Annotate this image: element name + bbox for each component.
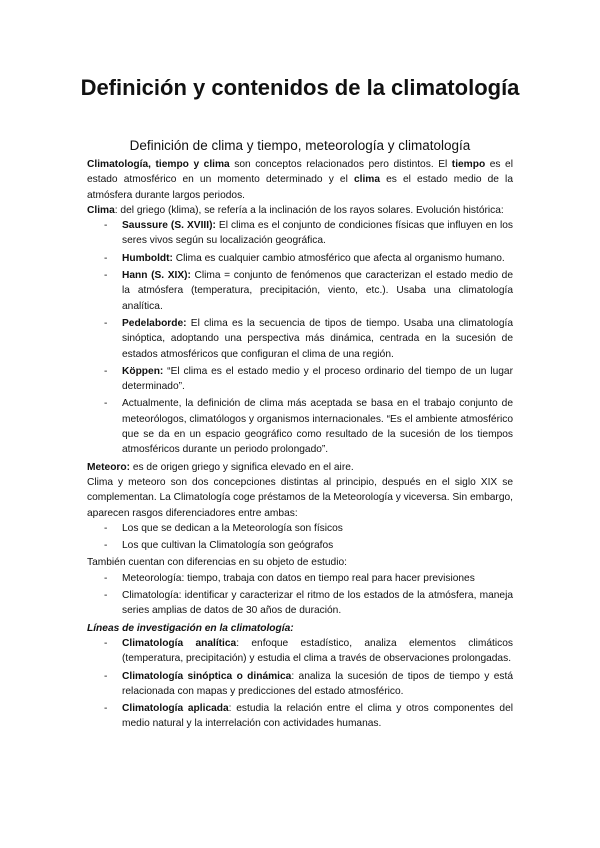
history-list (87, 218, 513, 457)
clima-term: Clima (87, 204, 115, 216)
research-lines-heading: Líneas de investigación en la climatología: (87, 622, 294, 634)
intro-text-1: son conceptos relacionados pero distintos. El (229, 159, 452, 170)
intro-text-3: es el estado medio de la atmósfera durante largos periodos. (87, 174, 513, 201)
list-item: - Los que cultivan la Climatología son geógrafos (87, 538, 513, 553)
list-item (87, 251, 513, 266)
section-subtitle: Definición de clima y tiempo, meteorología y climatología (129, 138, 471, 153)
line-text: : enfoque estadístico, analiza elementos climáticos (temperatura, precipitación) y estudia el clima a través de observaciones prolongadas. (122, 637, 513, 665)
history-text: Clima es cualquier cambio atmosférico que afecta al organismo humano. (172, 252, 505, 264)
differentiators-list (87, 521, 513, 554)
line-text: : analiza la sucesión de tipos de tiempo y está relacionada con mapas y predicciones del estado atmosférico. (122, 670, 513, 697)
history-text: Actualmente, la definición de clima más aceptada se basa en el trabajo conjunto de meteorólogos, climatólogos y organismos internacionales. “Es el ambiente atmosférico que se da en un espacio geográfico como resultado de la sucesión de los tiempos atmosféricos durante un periodo prolongado”. (122, 398, 513, 456)
clima-definition (87, 203, 513, 218)
list-item: - Los que se dedican a la Meteorología son físicos (87, 521, 513, 536)
object-intro: También cuentan con diferencias en su objeto de estudio: (87, 557, 347, 569)
history-term: Hann (S. XIX): (122, 270, 191, 282)
line-term: Climatología analítica (122, 637, 237, 649)
line-term: Climatología aplicada (122, 703, 229, 715)
list-item (87, 364, 513, 395)
page-title: Definición y contenidos de la climatología (80, 75, 520, 100)
research-lines-list (87, 636, 513, 732)
list-item (87, 218, 513, 249)
line-text: : estudia la relación entre el clima y otros componentes del medio natural y la interrelación con actividades humanas. (122, 703, 514, 730)
history-term: Humboldt: (122, 252, 173, 264)
meteoro-text: es de origen griego y significa elevado en el aire. (130, 461, 354, 473)
history-text: El clima es el conjunto de condiciones físicas que influyen en los seres vivos según su localización geográfica. (122, 220, 513, 247)
document-body (87, 157, 513, 734)
history-text: El clima es la secuencia de tipos de tiempo. Usaba una climatología sinóptica, adoptando una perspectiva más dinámica, centrada en la sucesión de estados atmosféricos que configuran el clima de una región. (122, 317, 513, 360)
intro-bold-2: tiempo (451, 159, 486, 170)
line-term: Climatología sinóptica o dinámica (122, 670, 292, 682)
meteoro-definition (87, 460, 513, 475)
object-list (87, 571, 513, 619)
list-item (87, 669, 513, 700)
intro-text-2: es el estado atmosférico en un momento determinado y el (87, 159, 513, 186)
intro-bold-3: clima (353, 174, 381, 186)
list-item (87, 316, 513, 362)
meteoro-term: Meteoro: (87, 461, 131, 473)
intro-paragraph (87, 157, 513, 203)
history-term: Pedelaborde: (122, 317, 187, 329)
list-item: - Climatología: identificar y caracterizar el ritmo de los estados de la atmósfera, maneja series amplias de datos de 30 años de duración. (87, 588, 513, 619)
history-text: Clima = conjunto de fenómenos que caracterizan el estado medio de la atmósfera (temperatura, precipitación, viento, etc.). Usaba una climatología analítica. (122, 270, 513, 312)
intro-bold-1: Climatología, tiempo y clima (87, 159, 230, 170)
list-item (87, 268, 513, 314)
list-item (87, 396, 513, 457)
history-term: Saussure (S. XVIII): (122, 220, 216, 232)
relation-paragraph: Clima y meteoro son dos concepciones distintas al principio, después en el siglo XIX se complementan. La Climatología coge préstamos de la Meteorología y viceversa. Sin embargo, aparecen rasgos diferenciadores entre ambas: (87, 476, 513, 519)
list-item (87, 701, 513, 732)
clima-text: : del griego (klima), se refería a la inclinación de los rayos solares. Evolución histórica: (114, 204, 504, 216)
list-item: - Meteorología: tiempo, trabaja con datos en tiempo real para hacer previsiones (87, 571, 513, 586)
list-item (87, 636, 513, 667)
history-text: “El clima es el estado medio y el proceso ordinario del tiempo de un lugar determinado”. (122, 365, 513, 393)
history-term: Köppen: (122, 365, 164, 377)
